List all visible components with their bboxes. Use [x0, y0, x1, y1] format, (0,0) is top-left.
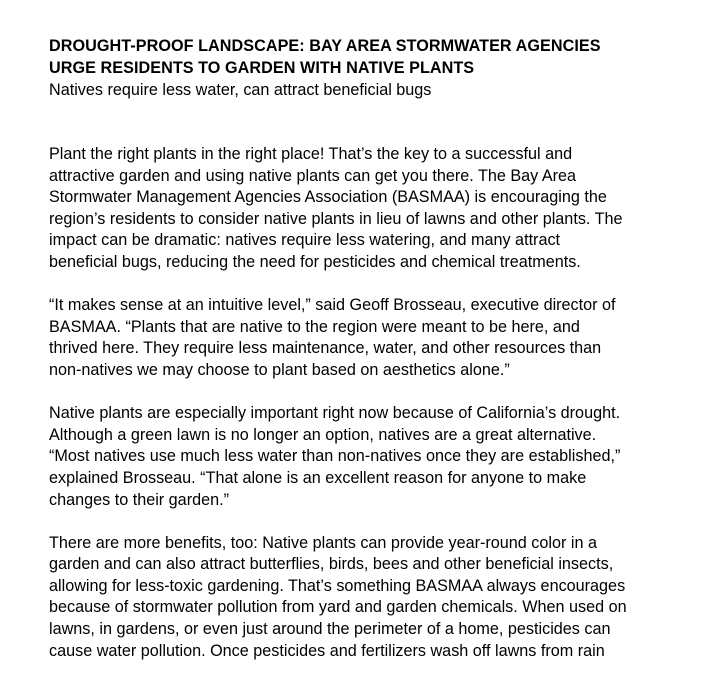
paragraph: “It makes sense at an intuitive level,” said Geoff Brosseau, executive director of BASMAA. “Plants that are native to the region were meant to be here, and thrived here. They require less maintenance, water, and other resources than non-natives we may choose to plant based on aesthetics alone.” — [49, 296, 616, 379]
article-body — [49, 144, 709, 662]
paragraph: There are more benefits, too: Native plants can provide year-round color in a garden and can also attract butterflies, birds, bees and other beneficial insects, allowing for less-toxic gardening. That’s something BASMAA always encourages because of stormwater pollution from yard and garden chemicals. When used on lawns, in gardens, or even just around the perimeter of a home, pesticides can cause water pollution. Once pesticides and fertilizers wash off lawns from rain — [49, 533, 627, 660]
headline: DROUGHT-PROOF LANDSCAPE: BAY AREA STORMWATER AGENCIES URGE RESIDENTS TO GARDEN WITH NATIVE PLANTS — [49, 37, 601, 77]
paragraph: Plant the right plants in the right place! That’s the key to a successful and attractive garden and using native plants can get you there. The Bay Area Stormwater Management Agencies Association (BASMAA) is encouraging the region’s residents to consider native plants in lieu of lawns and other plants. The impact can be dramatic: natives require less watering, and many attract beneficial bugs, reducing the need for pesticides and chemical treatments. — [49, 145, 623, 271]
subheadline: Natives require less water, can attract beneficial bugs — [49, 81, 432, 99]
document-page — [49, 35, 709, 684]
paragraph: Native plants are especially important right now because of California’s drought. Although a green lawn is no longer an option, natives are a great alternative. “Most natives use much less water than non-natives once they are established,” explained Brosseau. “That alone is an excellent reason for anyone to make changes to their garden.” — [49, 404, 621, 509]
